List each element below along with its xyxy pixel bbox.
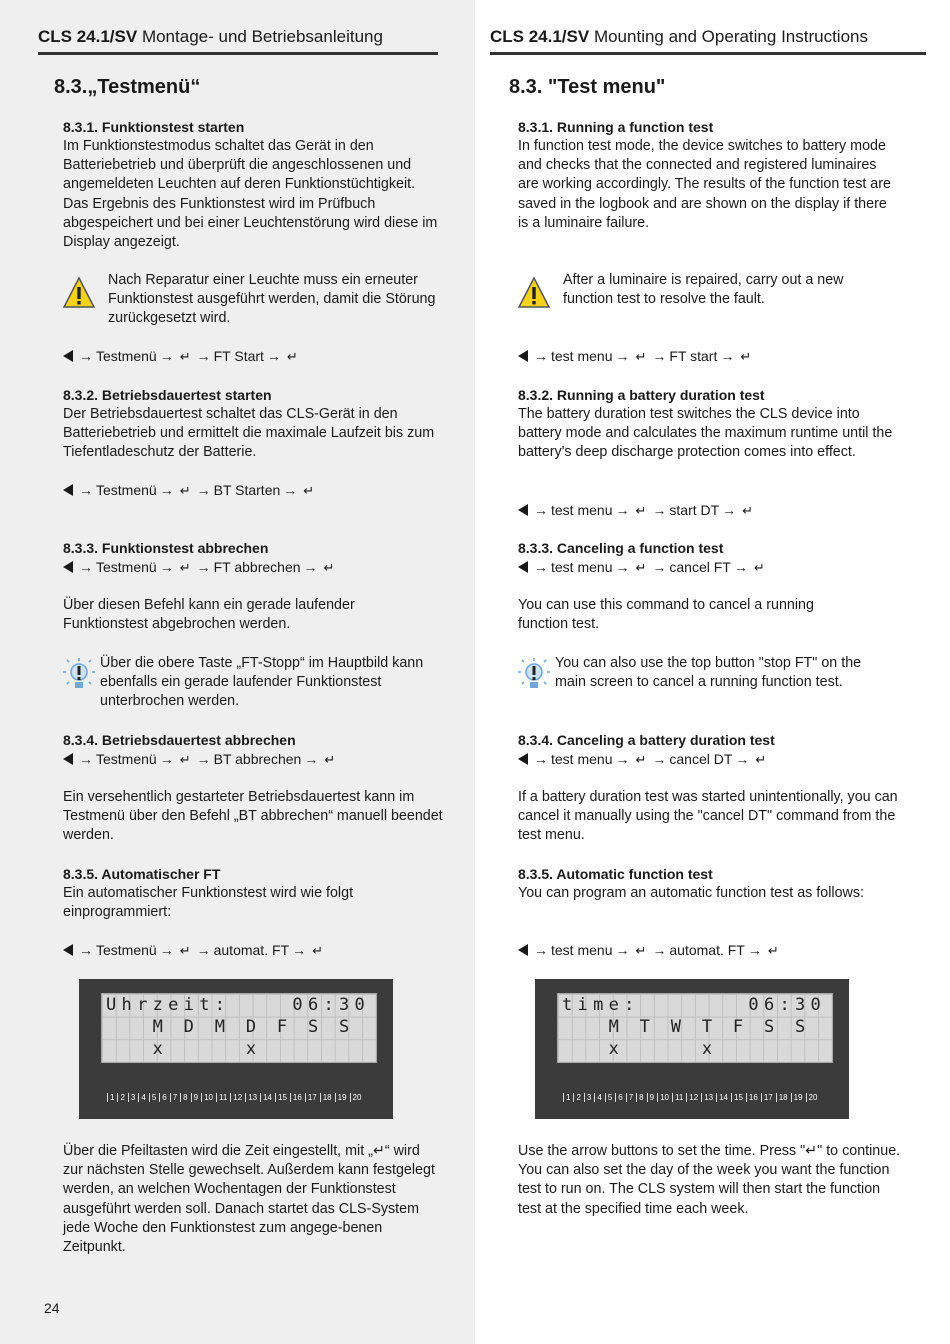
lcd-number-label: 16 [290, 1093, 304, 1102]
lcd-number-label: 11 [216, 1093, 229, 1102]
lcd-number-label: 4 [138, 1093, 147, 1102]
lcd-number-label: 2 [117, 1093, 126, 1102]
lcd-number-label: 12 [230, 1093, 244, 1102]
left-s4-heading: 8.3.4. Betriebsdauertest abbrechen [63, 732, 296, 748]
back-triangle-icon [63, 561, 73, 573]
left-s4-body: Ein versehentlich gestarteter Betriebsdauertest kann im Testmenü über den Befehl „BT abbrechen“ manuell beendet werden. [63, 789, 443, 844]
left-header: CLS 24.1/SV Montage- und Betriebsanleitung [38, 22, 438, 55]
right-nav-dt-cancel: → test menu → ↵ → cancel DT → ↵ [518, 750, 769, 769]
right-nav-ft-cancel: → test menu → ↵ → cancel FT → ↵ [518, 558, 768, 577]
lcd-number-label: 9 [647, 1093, 656, 1102]
back-triangle-icon [63, 484, 73, 496]
right-s5-body: You can program an automatic function test as follows: [518, 885, 864, 901]
lcd-number-label: 4 [594, 1093, 603, 1102]
lcd-number-strip [563, 1093, 820, 1102]
lcd-number-label: 1 [107, 1093, 116, 1102]
lcd-screen [557, 993, 833, 1063]
lcd-number-label: 5 [149, 1093, 158, 1102]
right-s1-heading: 8.3.1. Running a function test [518, 119, 714, 135]
lcd-number-label: 6 [159, 1093, 168, 1102]
right-s5-heading: 8.3.5. Automatic function test [518, 866, 713, 882]
page-number: 24 [44, 1300, 60, 1316]
right-final-text: Use the arrow buttons to set the time. Press "↵" to continue. You can also set the day of the week you want the function test to run on. The CLS system will then start the function test at the specified time each week. [518, 1143, 901, 1217]
left-s3-body: Über diesen Befehl kann ein gerade laufender Funktionstest abgebrochen werden. [63, 597, 355, 633]
lcd-row: M T W T F S S [562, 1017, 811, 1037]
lcd-number-label: 17 [305, 1093, 319, 1102]
left-nav-ft-start: → Testmenü → ↵ → FT Start → ↵ [63, 347, 301, 366]
lcd-row: M D M D F S S [106, 1017, 355, 1037]
left-final-text: Über die Pfeiltasten wird die Zeit eingestellt, mit „↵“ wird zur nächsten Stelle gewechselt. Außerdem kann festgelegt werden, an welchen Wochentagen der Funktionstest ausgeführt werden soll. Danach startet das CLS-System jede Woche den Funktionstest zum angege-benen Zeitpunkt. [63, 1143, 435, 1256]
right-s2-heading: 8.3.2. Running a battery duration test [518, 387, 765, 403]
tip-lightbulb-icon [62, 656, 96, 694]
lcd-number-label: 8 [180, 1093, 189, 1102]
warning-icon [62, 276, 96, 310]
lcd-number-label: 19 [335, 1093, 349, 1102]
left-nav-ft-cancel: → Testmenü → ↵ → FT abbrechen → ↵ [63, 558, 337, 577]
lcd-number-label: 14 [260, 1093, 274, 1102]
right-s2-body: The battery duration test switches the CLS device into battery mode and calculates the maximum runtime until the battery's deep discharge protection comes into effect. [518, 406, 893, 461]
left-nav-bt-start: → Testmenü → ↵ → BT Starten → ↵ [63, 481, 317, 500]
lcd-row: x x [562, 1039, 718, 1059]
lcd-number-label: 18 [320, 1093, 334, 1102]
back-triangle-icon [518, 350, 528, 362]
lcd-number-label: 11 [672, 1093, 685, 1102]
left-nav-auto-ft: → Testmenü → ↵ → automat. FT → ↵ [63, 941, 326, 960]
left-lcd-display [79, 979, 393, 1119]
left-warning-text: Nach Reparatur einer Leuchte muss ein erneuter Funktionstest ausgeführt werden, damit die Störung zurückgesetzt wird. [108, 272, 436, 327]
back-triangle-icon [63, 350, 73, 362]
left-s2-heading: 8.3.2. Betriebsdauertest starten [63, 387, 272, 403]
lcd-number-label: 9 [191, 1093, 200, 1102]
back-triangle-icon [63, 753, 73, 765]
lcd-row: x x [106, 1039, 262, 1059]
right-warning-text: After a luminaire is repaired, carry out a new function test to resolve the fault. [563, 272, 844, 308]
lcd-number-label: 14 [716, 1093, 730, 1102]
right-s4-heading: 8.3.4. Canceling a battery duration test [518, 732, 775, 748]
right-s3-heading: 8.3.3. Canceling a function test [518, 540, 724, 556]
right-s3-body: You can use this command to cancel a running function test. [518, 597, 814, 633]
lcd-number-label: 2 [573, 1093, 582, 1102]
lcd-number-label: 7 [626, 1093, 635, 1102]
warning-icon [517, 276, 551, 310]
right-nav-ft-start: → test menu → ↵ → FT start → ↵ [518, 347, 754, 366]
left-title: 8.3.„Testmenü“ [54, 76, 201, 98]
right-lcd-display [535, 979, 849, 1119]
back-triangle-icon [63, 944, 73, 956]
tip-lightbulb-icon [517, 656, 551, 694]
lcd-number-label: 15 [731, 1093, 745, 1102]
lcd-number-label: 7 [170, 1093, 179, 1102]
lcd-number-label: 20 [350, 1093, 364, 1102]
back-triangle-icon [518, 753, 528, 765]
lcd-number-label: 3 [584, 1093, 593, 1102]
lcd-number-label: 18 [776, 1093, 790, 1102]
left-s2-body: Der Betriebsdauertest schaltet das CLS-Gerät in den Batteriebetrieb und ermittelt die maximale Laufzeit bis zum Tiefentladeschutz der Batterie. [63, 406, 435, 461]
lcd-number-label: 19 [791, 1093, 805, 1102]
lcd-number-label: 13 [245, 1093, 259, 1102]
left-tip-text: Über die obere Taste „FT-Stopp“ im Hauptbild kann ebenfalls ein gerade laufender Funktionstest unterbrochen werden. [100, 655, 424, 710]
lcd-number-label: 15 [275, 1093, 289, 1102]
lcd-number-label: 6 [615, 1093, 624, 1102]
back-triangle-icon [518, 944, 528, 956]
right-s1-body: In function test mode, the device switches to battery mode and checks that the connected and registered luminaires are working accordingly. The results of the function test are saved in the logbook and are shown on the display if there is a luminaire failure. [518, 138, 891, 231]
back-triangle-icon [518, 561, 528, 573]
lcd-number-label: 10 [201, 1093, 215, 1102]
right-s4-body: If a battery duration test was started unintentionally, you can cancel it manually using the "cancel DT" command from the test menu. [518, 789, 898, 844]
left-s1-heading: 8.3.1. Funktionstest starten [63, 119, 245, 135]
lcd-number-label: 20 [806, 1093, 820, 1102]
lcd-row: Uhrzeit: 06:30 [106, 995, 371, 1015]
left-s3-heading: 8.3.3. Funktionstest abbrechen [63, 540, 269, 556]
lcd-number-label: 17 [761, 1093, 775, 1102]
back-triangle-icon [518, 504, 528, 516]
lcd-number-label: 8 [636, 1093, 645, 1102]
right-nav-auto-ft: → test menu → ↵ → automat. FT → ↵ [518, 941, 782, 960]
lcd-number-label: 3 [128, 1093, 137, 1102]
lcd-number-label: 13 [701, 1093, 715, 1102]
lcd-number-label: 16 [746, 1093, 760, 1102]
lcd-screen [101, 993, 377, 1063]
left-s5-body: Ein automatischer Funktionstest wird wie folgt einprogrammiert: [63, 885, 354, 921]
right-header: CLS 24.1/SV Mounting and Operating Instructions [490, 22, 926, 55]
right-tip-text: You can also use the top button "stop FT" on the main screen to cancel a running function test. [555, 655, 862, 691]
left-s5-heading: 8.3.5. Automatischer FT [63, 866, 221, 882]
lcd-row: time: 06:30 [562, 995, 827, 1015]
left-s1-body: Im Funktionstestmodus schaltet das Gerät in den Batteriebetrieb und überprüft die angeschlossenen und angemeldeten Leuchten auf deren Funktionstüchtigkeit. Das Ergebnis des Funktionstest wird im Prüfbuch abgespeichert und bei einer Leuchtenstörung wird diese im Display angezeigt. [63, 138, 438, 251]
lcd-number-label: 1 [563, 1093, 572, 1102]
right-title: 8.3. "Test menu" [509, 76, 666, 98]
lcd-number-label: 12 [686, 1093, 700, 1102]
lcd-number-label: 5 [605, 1093, 614, 1102]
lcd-number-strip [107, 1093, 364, 1102]
left-nav-bt-cancel: → Testmenü → ↵ → BT abbrechen → ↵ [63, 750, 338, 769]
lcd-number-label: 10 [657, 1093, 671, 1102]
right-nav-dt-start: → test menu → ↵ → start DT → ↵ [518, 501, 756, 520]
